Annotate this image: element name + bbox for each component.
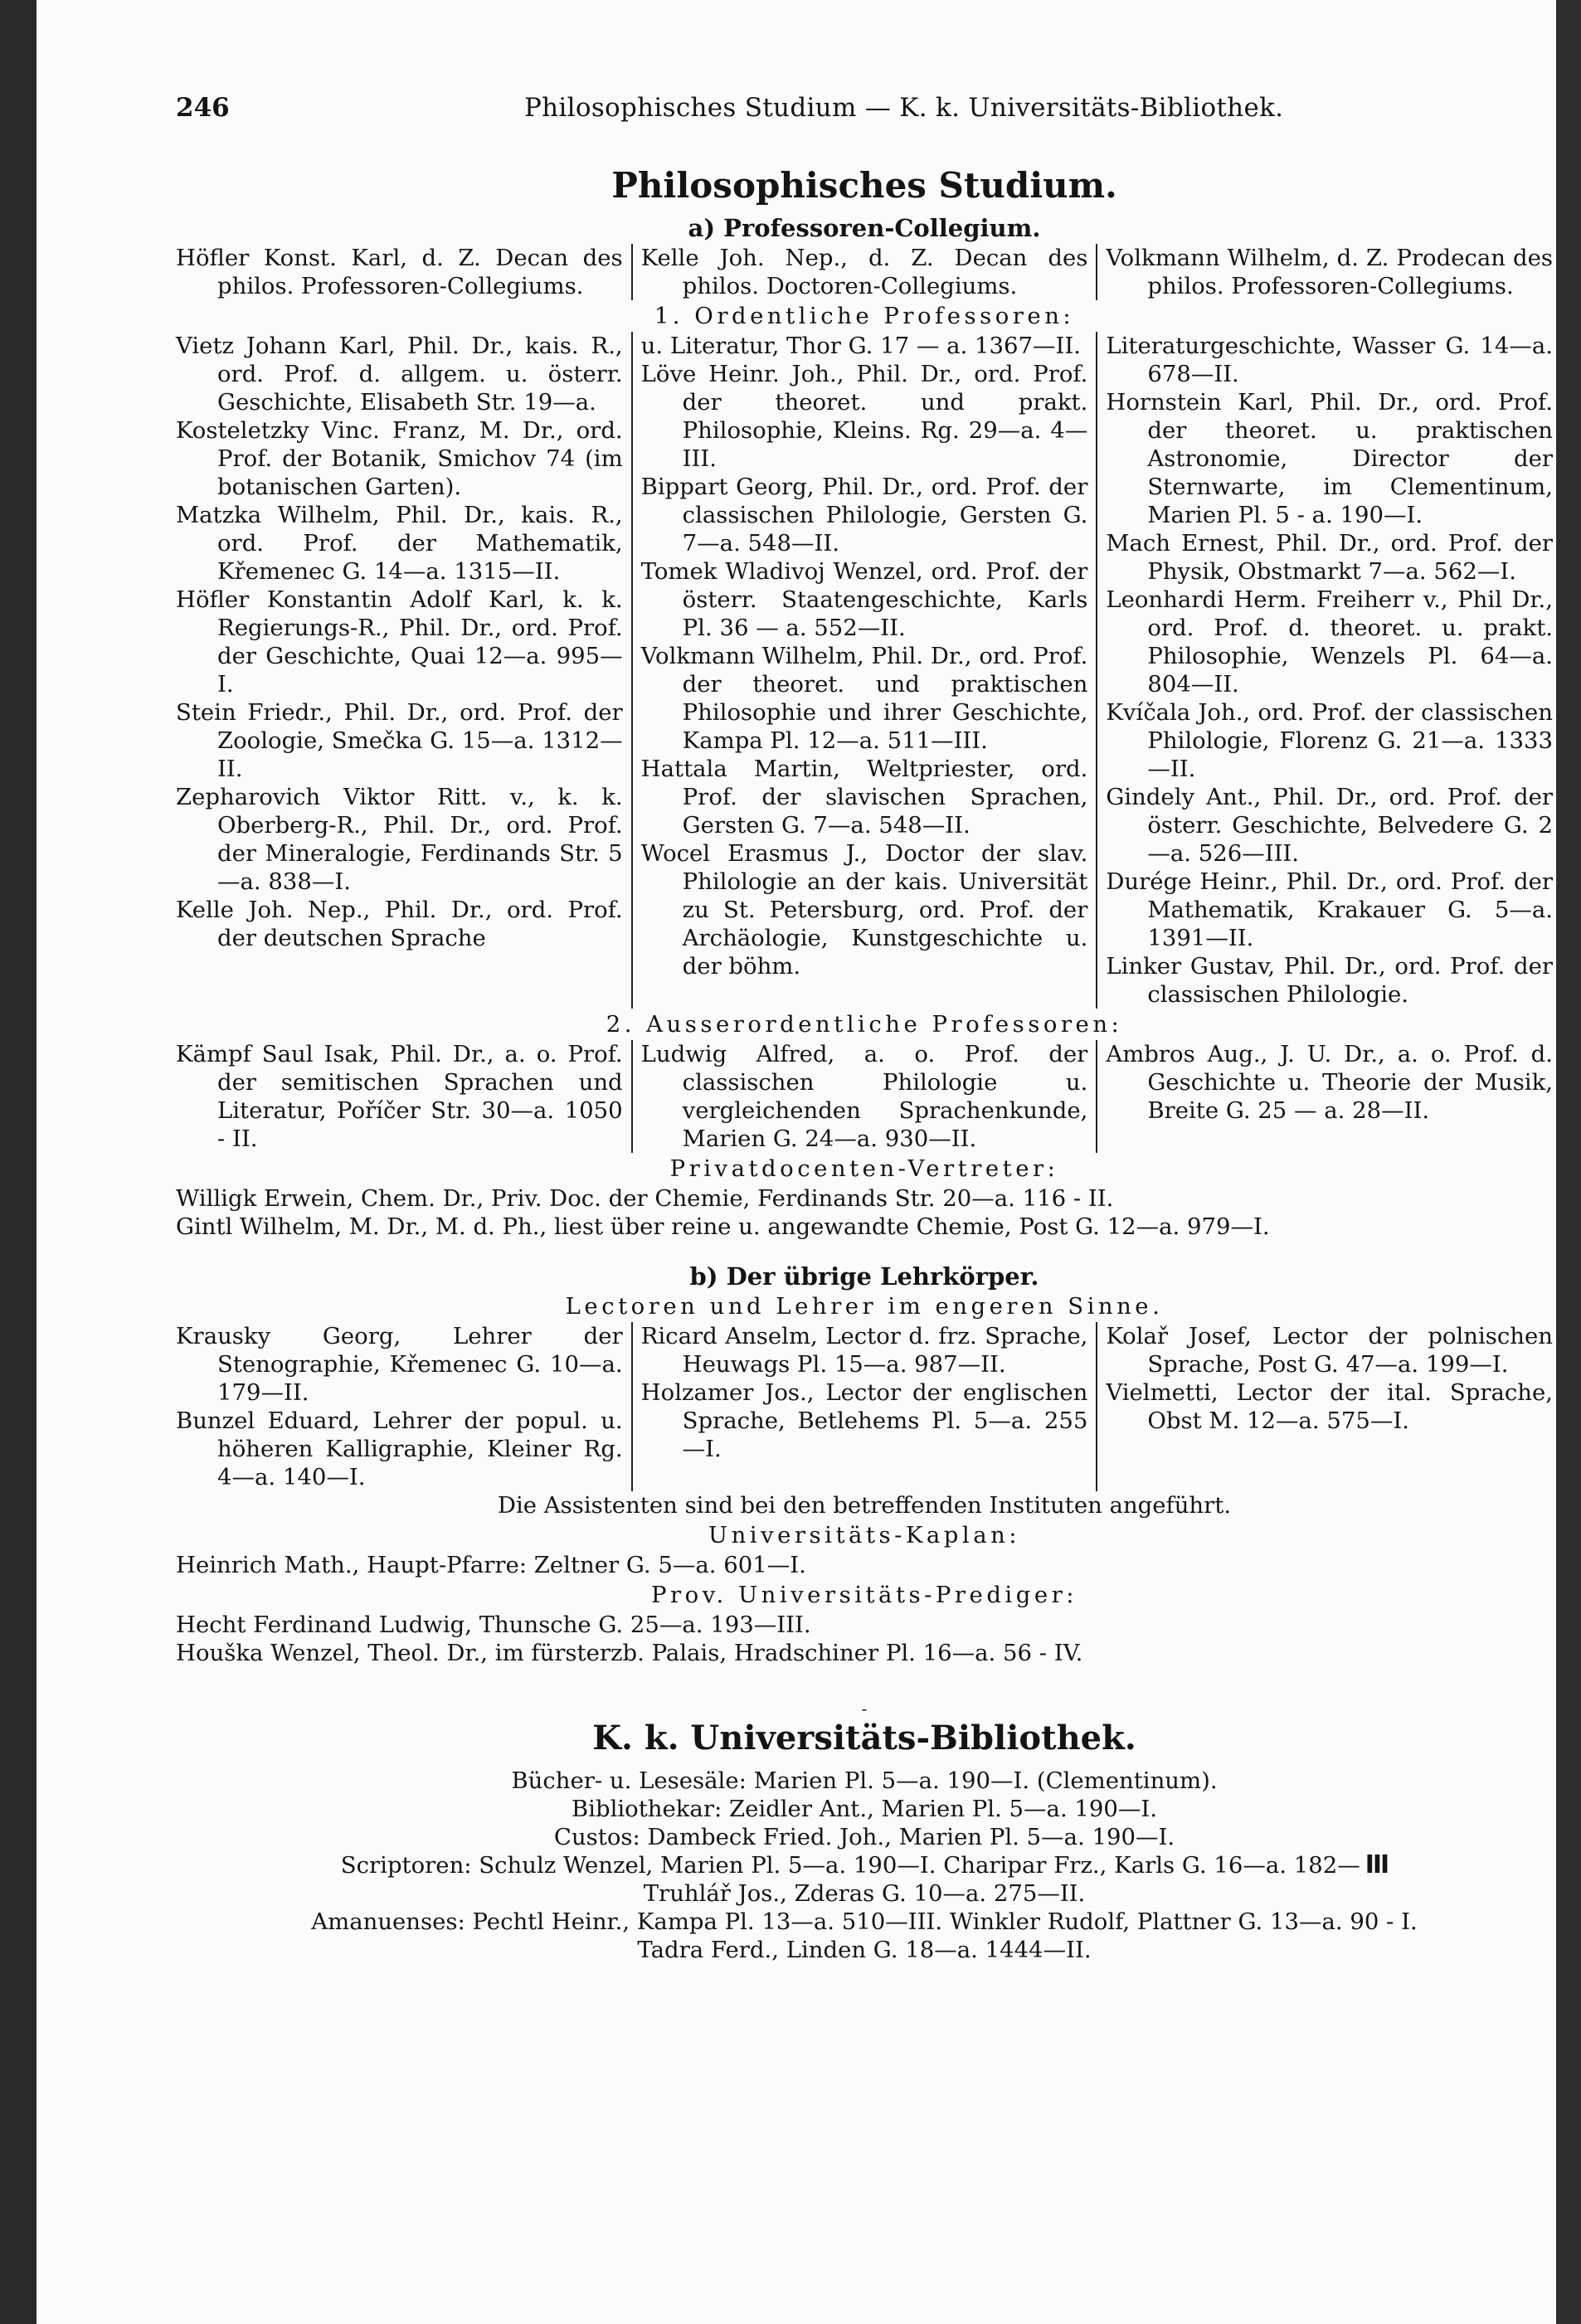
lector-entry: Krausky Georg, Lehrer der Stenographie, Křemenec G. 10—a. 179—II. — [176, 1323, 623, 1406]
decan-entry: Kelle Joh. Nep., d. Z. Decan des philos. Doctoren-Collegiums. — [640, 245, 1088, 299]
professor-entry: Gindely Ant., Phil. Dr., ord. Prof. der österr. Geschichte, Belvedere G. 2—a. 526—III. — [1106, 784, 1554, 867]
professor-entry: Hornstein Karl, Phil. Dr., ord. Prof. der theoret. u. praktischen Astronomie, Director der Sternwarte, im Clementinum, Marien Pl. 5 - a. 190—I. — [1106, 389, 1554, 528]
library-line-scriptoren — [176, 1851, 1553, 1879]
scan-edge — [1556, 0, 1581, 2324]
library-line: Amanuenses: Pechtl Heinr., Kampa Pl. 13—a. 510—III. Winkler Rudolf, Plattner G. 13—a. 90 - I. — [311, 1908, 1418, 1935]
ao-column — [1096, 1040, 1553, 1153]
ao-column — [176, 1040, 623, 1153]
decan-column — [631, 244, 1088, 300]
section-divider: - — [861, 1699, 868, 1719]
ao-column — [631, 1040, 1088, 1153]
professor-column-1 — [176, 332, 623, 1009]
professor-entry: Ludwig Alfred, a. o. Prof. der classischen Philologie u. vergleichenden Sprachenkunde, Marien G. 24—a. 930—II. — [640, 1041, 1088, 1152]
prediger-entry: Hecht Ferdinand Ludwig, Thunsche G. 25—a. 193—III. — [176, 1612, 811, 1638]
professor-entry: Volkmann Wilhelm, Phil. Dr., ord. Prof. der theoret. und praktischen Philosophie und ihrer Geschichte, Kampa Pl. 12—a. 511—III. — [640, 643, 1088, 754]
library-line: Tadra Ferd., Linden G. 18—a. 1444—II. — [637, 1937, 1092, 1963]
professor-entry: Kosteletzky Vinc. Franz, M. Dr., ord. Prof. der Botanik, Smichov 74 (im botanischen Garten). — [176, 417, 623, 500]
ordentliche-professoren — [176, 332, 1553, 1009]
professor-entry: Bippart Georg, Phil. Dr., ord. Prof. der classischen Philologie, Gersten G. 7—a. 548—II. — [640, 474, 1088, 557]
privatdocenten-heading: Privatdocenten-Vertreter: — [669, 1155, 1059, 1182]
library-title: K. k. Universitäts-Bibliothek. — [592, 1719, 1136, 1758]
professor-entry: Linker Gustav, Phil. Dr., ord. Prof. der classischen Philologie. — [1106, 953, 1554, 1008]
professor-entry: Matzka Wilhelm, Phil. Dr., kais. R., ord. Prof. der Mathematik, Křemenec G. 14—a. 1315—II. — [176, 502, 623, 585]
lector-entry: Kolař Josef, Lector der polnischen Sprache, Post G. 47—a. 199—I. — [1106, 1323, 1554, 1378]
lectoren-heading: Lectoren und Lehrer im engeren Sinne. — [565, 1293, 1164, 1320]
lector-entry: Bunzel Eduard, Lehrer der popul. u. höheren Kalligraphie, Kleiner Rg. 4—a. 140—I. — [176, 1408, 623, 1490]
page-number: 246 — [176, 93, 230, 123]
professor-entry: Höfler Konstantin Adolf Karl, k. k. Regierungs-R., Phil. Dr., ord. Prof. der Geschichte, Quai 12—a. 995—I. — [176, 586, 623, 698]
professor-entry: Löve Heinr. Joh., Phil. Dr., ord. Prof. der theoret. und prakt. Philosophie, Kleins. Rg. 29—a. 4—III. — [640, 361, 1088, 472]
assistenten-note: Die Assistenten sind bei den betreffenden Instituten angeführt. — [497, 1492, 1232, 1519]
professor-entry: Kvíčala Joh., ord. Prof. der classischen Philologie, Florenz G. 21—a. 1333—II. — [1106, 699, 1554, 782]
lector-entry: Holzamer Jos., Lector der englischen Sprache, Betlehems Pl. 5—a. 255—I. — [640, 1379, 1088, 1462]
professor-entry: Kelle Joh. Nep., Phil. Dr., ord. Prof. der deutschen Sprache — [176, 897, 623, 951]
library-line: Custos: Dambeck Fried. Joh., Marien Pl. 5—a. 190—I. — [553, 1824, 1175, 1850]
lector-entry: Ricard Anselm, Lector d. frz. Sprache, Heuwags Pl. 15—a. 987—II. — [640, 1323, 1088, 1378]
lectoren-block — [176, 1322, 1553, 1491]
book-page — [36, 0, 1563, 2324]
professor-column-2 — [631, 332, 1088, 1009]
professor-entry: Tomek Wladivoj Wenzel, ord. Prof. der österr. Staatengeschichte, Karls Pl. 36 — a. 552—II. — [640, 558, 1088, 641]
ausserordentliche-professoren — [176, 1040, 1553, 1153]
professor-entry: Zepharovich Viktor Ritt. v., k. k. Oberberg-R., Phil. Dr., ord. Prof. der Mineralogie, Ferdinands Str. 5—a. 838—I. — [176, 784, 623, 895]
professor-entry: Kämpf Saul Isak, Phil. Dr., a. o. Prof. der semitischen Sprachen und Literatur, Poříčer Str. 30—a. 1050 - II. — [176, 1041, 623, 1152]
decan-entry: Volkmann Wilhelm, d. Z. Prodecan des philos. Professoren-Collegiums. — [1106, 245, 1554, 299]
kaplan-heading: Universitäts-Kaplan: — [708, 1522, 1021, 1549]
professor-entry: Mach Ernest, Phil. Dr., ord. Prof. der Physik, Obstmarkt 7—a. 562—I. — [1106, 530, 1554, 585]
decan-column — [1096, 244, 1553, 300]
privatdocent-entry: Gintl Wilhelm, M. Dr., M. d. Ph., liest über reine u. angewandte Chemie, Post G. 12—a. 979—I. — [176, 1213, 1270, 1240]
kaplan-entry: Heinrich Math., Haupt-Pfarre: Zeltner G. 5—a. 601—I. — [176, 1552, 806, 1578]
professor-entry: Hattala Martin, Weltpriester, ord. Prof. der slavischen Sprachen, Gersten G. 7—a. 548—II. — [640, 756, 1088, 839]
library-line: Truhlář Jos., Zderas G. 10—a. 275—II. — [643, 1880, 1086, 1907]
subsection-a-heading: a) Professoren-Collegium. — [688, 214, 1041, 242]
privatdocent-entry: Willigk Erwein, Chem. Dr., Priv. Doc. der Chemie, Ferdinands Str. 20—a. 116 - II. — [176, 1185, 1114, 1212]
library-line: Scriptoren: Schulz Wenzel, Marien Pl. 5—a. 190—I. Charipar Frz., Karls G. 16—a. 182— — [340, 1852, 1360, 1879]
decans-block — [176, 244, 1553, 300]
section-title: Philosophisches Studium. — [611, 165, 1117, 206]
library-line: Bibliothekar: Zeidler Ant., Marien Pl. 5—a. 190—I. — [571, 1796, 1158, 1822]
professor-entry: Ambros Aug., J. U. Dr., a. o. Prof. d. Geschichte u. Theorie der Musik, Breite G. 25 — a. 28—II. — [1106, 1041, 1554, 1124]
lector-column — [1096, 1322, 1553, 1491]
running-title: Philosophisches Studium — K. k. Universitäts-Bibliothek. — [524, 93, 1284, 123]
professor-entry: Durége Heinr., Phil. Dr., ord. Prof. der Mathematik, Krakauer G. 5—a. 1391—II. — [1106, 868, 1554, 951]
subsection-b-heading: b) Der übrige Lehrkörper. — [689, 1262, 1039, 1291]
professor-column-3 — [1096, 332, 1553, 1009]
ausserordentliche-heading: 2. Ausserordentliche Professoren: — [606, 1011, 1123, 1038]
handwritten-annotation: III — [1365, 1850, 1389, 1879]
professor-entry: u. Literatur, Thor G. 17 — a. 1367—II. — [640, 333, 1081, 359]
decan-entry: Höfler Konst. Karl, d. Z. Decan des philos. Professoren-Collegiums. — [176, 245, 623, 299]
prediger-entry: Houška Wenzel, Theol. Dr., im fürsterzb. Palais, Hradschiner Pl. 16—a. 56 - IV. — [176, 1640, 1083, 1666]
professor-entry: Leonhardi Herm. Freiherr v., Phil Dr., ord. Prof. d. theoret. u. prakt. Philosophie, Wenzels Pl. 64—a. 804—II. — [1106, 586, 1554, 698]
professor-entry: Literaturgeschichte, Wasser G. 14—a. 678—II. — [1106, 333, 1554, 387]
page-content — [176, 163, 1553, 1964]
decan-column — [176, 244, 623, 300]
lector-column — [631, 1322, 1088, 1491]
prediger-heading: Prov. Universitäts-Prediger: — [650, 1582, 1078, 1608]
library-line: Bücher- u. Lesesäle: Marien Pl. 5—a. 190—I. (Clementinum). — [511, 1767, 1218, 1794]
ordentliche-heading: 1. Ordentliche Professoren: — [654, 303, 1075, 329]
lector-entry: Vielmetti, Lector der ital. Sprache, Obst M. 12—a. 575—I. — [1106, 1379, 1554, 1434]
lector-column — [176, 1322, 623, 1491]
professor-entry: Stein Friedr., Phil. Dr., ord. Prof. der Zoologie, Smečka G. 15—a. 1312—II. — [176, 699, 623, 782]
professor-entry: Vietz Johann Karl, Phil. Dr., kais. R., ord. Prof. d. allgem. u. österr. Geschichte, Elisabeth Str. 19—a. — [176, 333, 623, 416]
professor-entry: Wocel Erasmus J., Doctor der slav. Philologie an der kais. Universität zu St. Petersburg, ord. Prof. der Archäologie, Kunstgeschichte u. der böhm. — [640, 840, 1088, 980]
